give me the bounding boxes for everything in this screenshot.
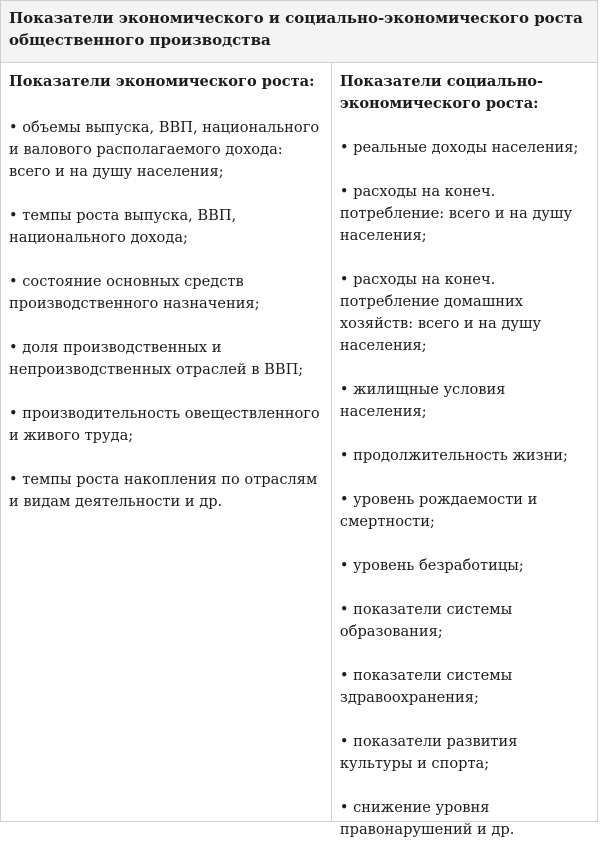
- list-item: • расходы на конеч. потребление домашних хозяйств: всего и на душу населения;: [339, 271, 542, 354]
- list-item: • показатели развития культуры и спорта;: [339, 733, 518, 772]
- list-item: • снижение уровня правонарушений и др.: [339, 799, 515, 838]
- table-title: Показатели экономического и социально-экономического роста общественного производства: [1, 1, 597, 63]
- list-item: • уровень безработицы;: [339, 557, 524, 574]
- list-item: • темпы роста накопления по отраслям и видам деятельности и др.: [9, 471, 318, 510]
- list-item: • реальные доходы населения;: [339, 139, 579, 156]
- socio-economic-growth-column: [332, 63, 597, 838]
- list-item: • состояние основных средств производственного назначения;: [9, 273, 260, 312]
- list-item: • показатели системы здравоохранения;: [339, 667, 513, 706]
- list-item: • расходы на конеч. потребление: всего и на душу населения;: [339, 183, 573, 244]
- economic-growth-column: [1, 63, 332, 821]
- table-columns: [1, 63, 597, 838]
- list-item: • продолжительность жизни;: [339, 447, 568, 464]
- list-item: • жилищные условия населения;: [339, 381, 506, 420]
- socio-economic-growth-heading: Показатели социально-экономического роста:: [339, 73, 544, 112]
- economic-growth-heading: Показатели экономического роста:: [9, 73, 315, 90]
- list-item: • темпы роста выпуска, ВВП, национального дохода;: [9, 207, 237, 246]
- list-item: • объемы выпуска, ВВП, национального и валового располагаемого дохода: всего и на душу населения;: [9, 119, 320, 180]
- list-item: • уровень рождаемости и смертности;: [339, 491, 538, 530]
- list-item: • производительность овеществленного и живого труда;: [9, 405, 320, 444]
- list-item: • доля производственных и непроизводственных отраслей в ВВП;: [9, 339, 304, 378]
- list-item: • показатели системы образования;: [339, 601, 513, 640]
